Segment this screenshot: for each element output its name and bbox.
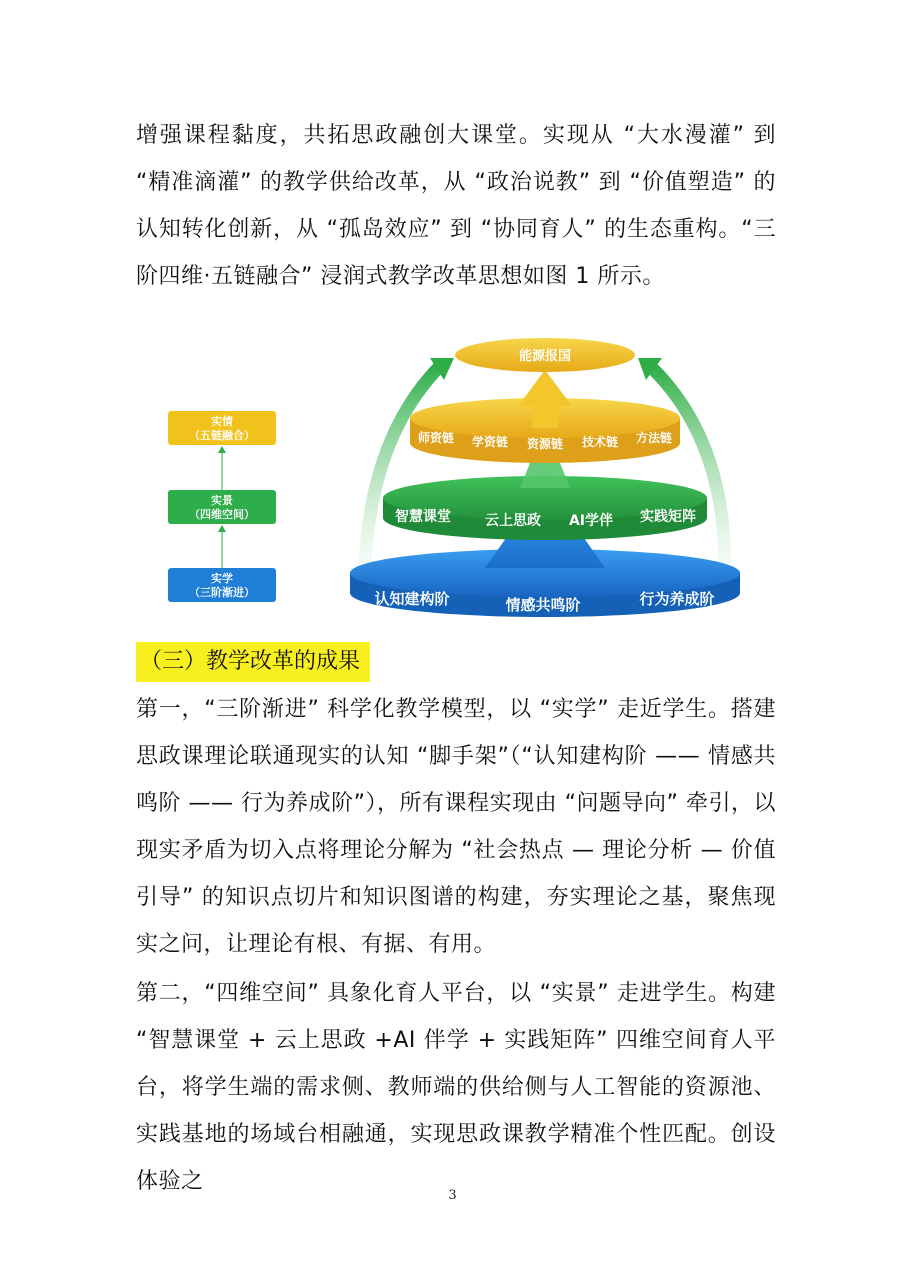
side-box-green-line1: 实景 — [211, 494, 233, 507]
green-label-2: AI学伴 — [568, 513, 614, 529]
side-box-yellow-line2: （五链融合） — [189, 429, 255, 442]
blue-label-2: 行为养成阶 — [639, 590, 715, 608]
side-box-blue-line1: 实学 — [211, 572, 233, 585]
yellow-label-1: 学资链 — [471, 435, 509, 449]
yellow-label-0: 师资链 — [417, 431, 455, 445]
yellow-label-3: 技术链 — [581, 435, 619, 449]
section-heading: （三）教学改革的成果 — [136, 642, 370, 682]
blue-label-1: 情感共鸣阶 — [505, 596, 581, 614]
right-arc-arrow — [650, 366, 725, 568]
green-label-3: 实践矩阵 — [640, 509, 696, 525]
result-paragraph-1: 第一，“三阶渐进” 科学化教学模型，以 “实学” 走近学生。搭建思政课理论联通现实的认知 “脚手架”（“认知建构阶 —— 情感共鸣阶 —— 行为养成阶”），所有课程实现由 “问题导向” 牵引，以现实矛盾为切入点将理论分解为 “社会热点 — 理论分析 — 价值引导” 的知识点切片和知识图谱的构建，夯实理论之基，聚焦现实之问，让理论有根、有据、有用。 — [136, 697, 776, 957]
arrow-green-to-yellow — [218, 446, 226, 453]
arrow-blue-to-green — [218, 525, 226, 532]
yellow-label-4: 方法链 — [635, 431, 673, 445]
side-box-green-line2: （四维空间） — [189, 508, 255, 521]
result-paragraph-2: 第二，“四维空间” 具象化育人平台，以 “实景” 走进学生。构建 “智慧课堂 + 云上思政 +AI 伴学 + 实践矩阵” 四维空间育人平台，将学生端的需求侧、教师端的供给侧与人工智能的资源池、实践基地的场域台相融通，实现思政课教学精准个性匹配。创设体验之 — [136, 981, 776, 1194]
green-label-1: 云上思政 — [485, 513, 541, 529]
side-box-blue-line2: （三阶渐进） — [189, 586, 255, 599]
blue-label-0: 认知建构阶 — [374, 590, 450, 608]
yellow-label-2: 资源链 — [526, 437, 564, 451]
green-label-0: 智慧课堂 — [395, 509, 451, 525]
top-goal-label: 能源报国 — [518, 349, 572, 364]
side-box-yellow-line1: 实情 — [211, 415, 233, 428]
teaching-reform-diagram — [140, 318, 760, 628]
intro-paragraph: 增强课程黏度，共拓思政融创大课堂。实现从 “大水漫灌” 到 “精准滴灌” 的教学供给改革，从 “政治说教” 到 “价值塑造” 的认知转化创新，从 “孤岛效应” 到 “协同育人” 的生态重构。“三阶四维·五链融合” 浸润式教学改革思想如图 1 所示。 — [136, 123, 776, 289]
page-number: 3 — [448, 1188, 457, 1203]
left-arc-arrow — [365, 366, 440, 568]
